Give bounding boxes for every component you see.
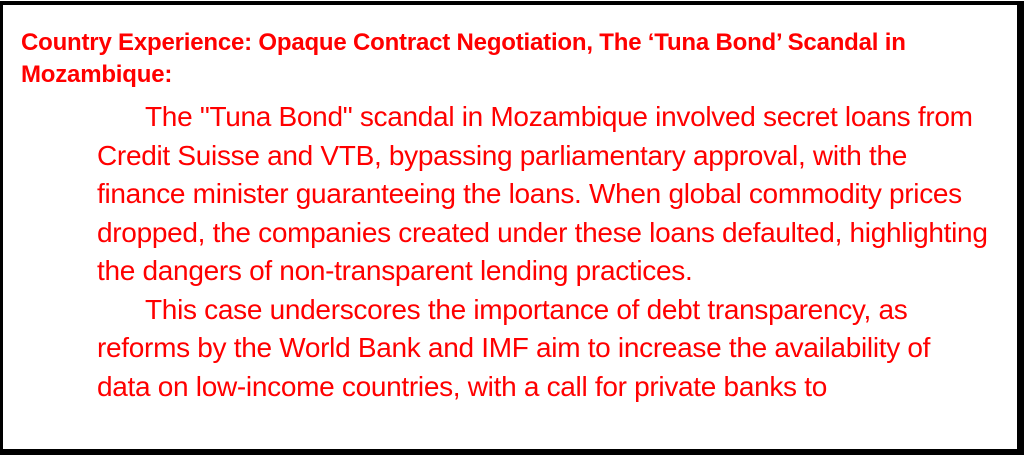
body-text-block xyxy=(97,98,989,406)
section-heading: Country Experience: Opaque Contract Negotiation, The ‘Tuna Bond’ Scandal in Mozambique: xyxy=(21,29,906,88)
text-box-frame xyxy=(0,1,1024,455)
paragraph-tuna-bond-scandal: The "Tuna Bond" scandal in Mozambique involved secret loans from Credit Suisse and VTB, bypassing parliamentary approval, with the finance minister guaranteeing the loans. When global commodity prices dropped, the companies created under these loans defaulted, highlighting the dangers of non-transparent lending practices. xyxy=(97,101,988,286)
paragraph-debt-transparency: This case underscores the importance of debt transparency, as reforms by the World Bank and IMF aim to increase the availability of data on low-income countries, with a call for private banks to xyxy=(97,293,931,402)
